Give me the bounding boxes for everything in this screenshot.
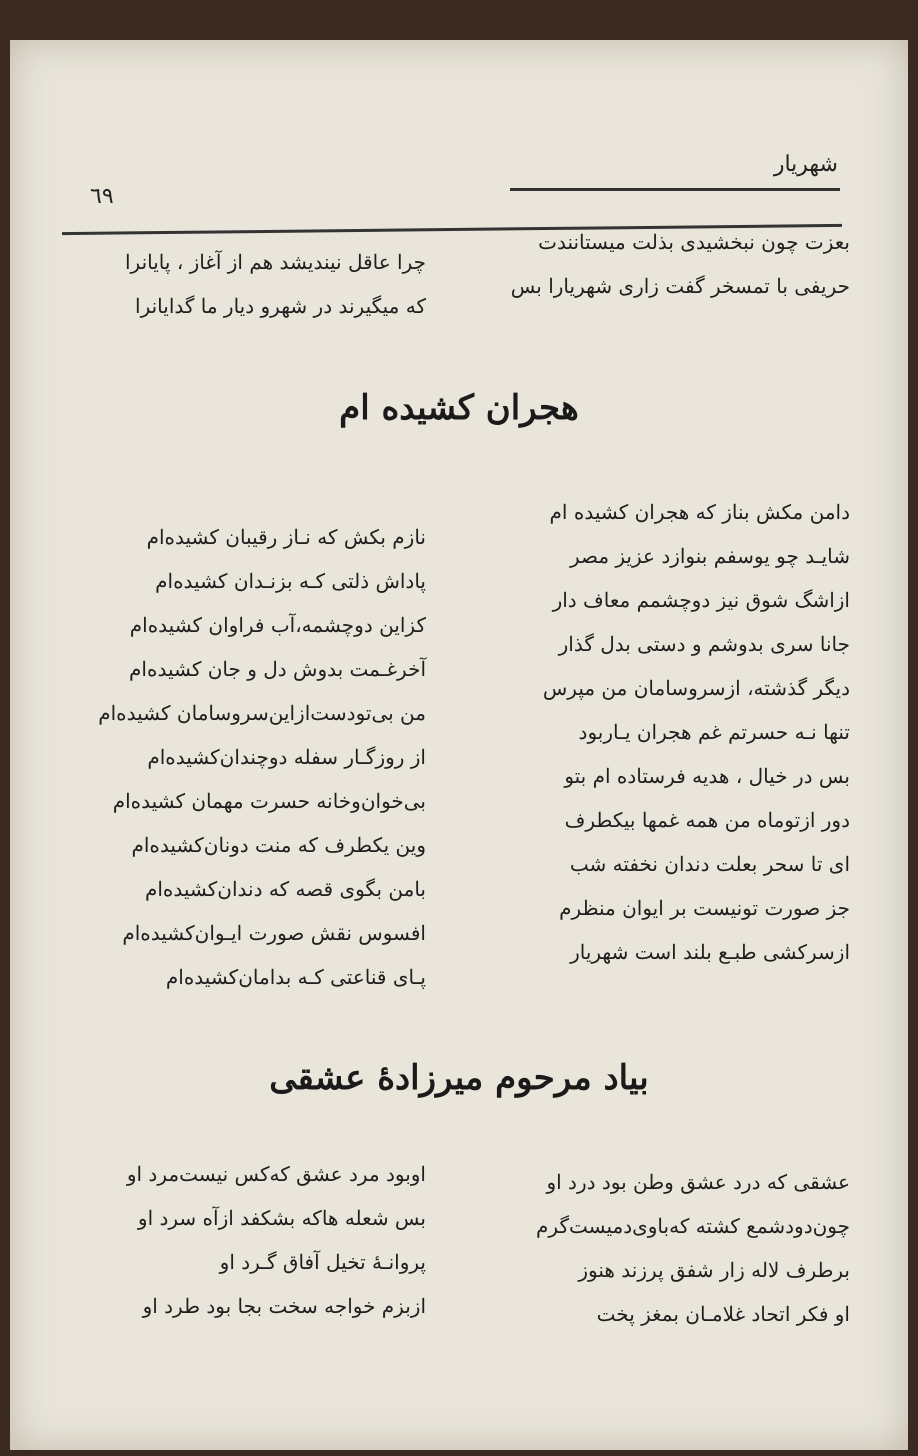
page-header (10, 40, 908, 240)
verse-line: ازاشگ شوق نیز دوچشمم معاف دار (552, 588, 850, 612)
poem1-right-column (480, 490, 850, 974)
verse-line: جانا سری بدوشم و دستی بدل گذار (558, 632, 850, 656)
verse-line: برطرف لاله زار شفق پرزند هنوز (578, 1258, 850, 1282)
verse-line: وین یکطرف که منت دونان‌کشیده‌ام (131, 833, 426, 857)
verse-line: چون‌دودشمع کشته که‌باوی‌دمیست‌گرم (536, 1214, 850, 1238)
verse-line: پروانـهٔ تخیل آفاق گـرد او (219, 1250, 426, 1274)
header-rule-short (510, 188, 840, 191)
verse-line: بس در خیال ، هدیه فرستاده ام بتو (564, 764, 850, 788)
poem2-right-column (480, 1160, 850, 1336)
verse-line: دور ازتوماه من همه غمها بیکطرف (564, 808, 850, 832)
verse-line: بعزت چون نبخشیدی بذلت میستانندت (538, 230, 850, 254)
verse-line: او فکر اتحاد غلامـان بمغز پخت (596, 1302, 850, 1326)
verse-line: ازبزم خواجه سخت بجا بود طرد او (142, 1294, 426, 1318)
verse-line: ازسرکشی طبـع بلند است شهریار (570, 940, 850, 964)
poem2-left-column (56, 1152, 426, 1328)
verse-line: بی‌خوان‌وخانه حسرت مهمان کشیده‌ام (112, 789, 426, 813)
verse-line: چرا عاقل نیندیشد هم از آغاز ، پایانرا (124, 250, 426, 274)
poem-title: بیاد مرحوم میرزادهٔ عشقی (269, 1058, 649, 1098)
running-title: شهریار (773, 152, 838, 177)
verse-line: شایـد چو یوسفم بنوازد عزیز مصر (569, 544, 850, 568)
verse-line: حریفی با تمسخر گفت زاری شهریارا بس (510, 274, 850, 298)
verse-line: دیگر گذشته، ازسروسامان من مپرس (542, 676, 850, 700)
poem1-couplets (10, 490, 908, 1010)
verse-line: من بی‌تودست‌ازاین‌سروسامان کشیده‌ام (98, 701, 426, 725)
verse-line: از روزگـار سفله دوچندان‌کشیده‌ام (147, 745, 426, 769)
poem1-left-column (56, 515, 426, 999)
verse-line: نازم بکش که نـاز رقیبان کشیده‌ام (146, 525, 426, 549)
page-number: ٦٩ (90, 184, 114, 209)
intro-couplets (10, 220, 908, 330)
verse-line: ای تا سحر بعلت دندان نخفته شب (569, 852, 850, 876)
verse-line: اوبود مرد عشق که‌کس نیست‌مرد او (126, 1162, 426, 1186)
verse-line: تنها نـه حسرتم غم هجران یـاربود (578, 720, 850, 744)
verse-line: کزاین دوچشمه،آب فراوان کشیده‌ام (129, 613, 426, 637)
poem2-couplets (10, 1160, 908, 1360)
verse-line: دامن مکش بناز که هجران کشیده ام (549, 500, 850, 524)
poem-title: هجران کشیده ام (339, 388, 579, 428)
verse-line: بامن بگوی قصه که دندان‌کشیده‌ام (144, 877, 426, 901)
verse-line: که میگیرند در شهرو دیار ما گدایانرا (135, 294, 426, 318)
verse-line: پـای قناعتی کـه بدامان‌کشیده‌ام (165, 965, 426, 989)
verse-line: عشقی که درد عشق وطن بود درد او (546, 1170, 850, 1194)
verse-line: پاداش ذلتی کـه بزنـدان کشیده‌ام (155, 569, 426, 593)
intro-left-column (56, 240, 426, 328)
book-page (10, 40, 908, 1450)
intro-right-column (480, 220, 850, 308)
verse-line: بس شعله ها‌که بشکفد ازآه سرد او (137, 1206, 426, 1230)
verse-line: آخرغـمت بدوش دل و جان کشیده‌ام (129, 657, 426, 681)
verse-line: افسوس نقش صورت ایـوان‌کشیده‌ام (122, 921, 426, 945)
verse-line: جز صورت تونیست بر ایوان منظرم (559, 896, 850, 920)
